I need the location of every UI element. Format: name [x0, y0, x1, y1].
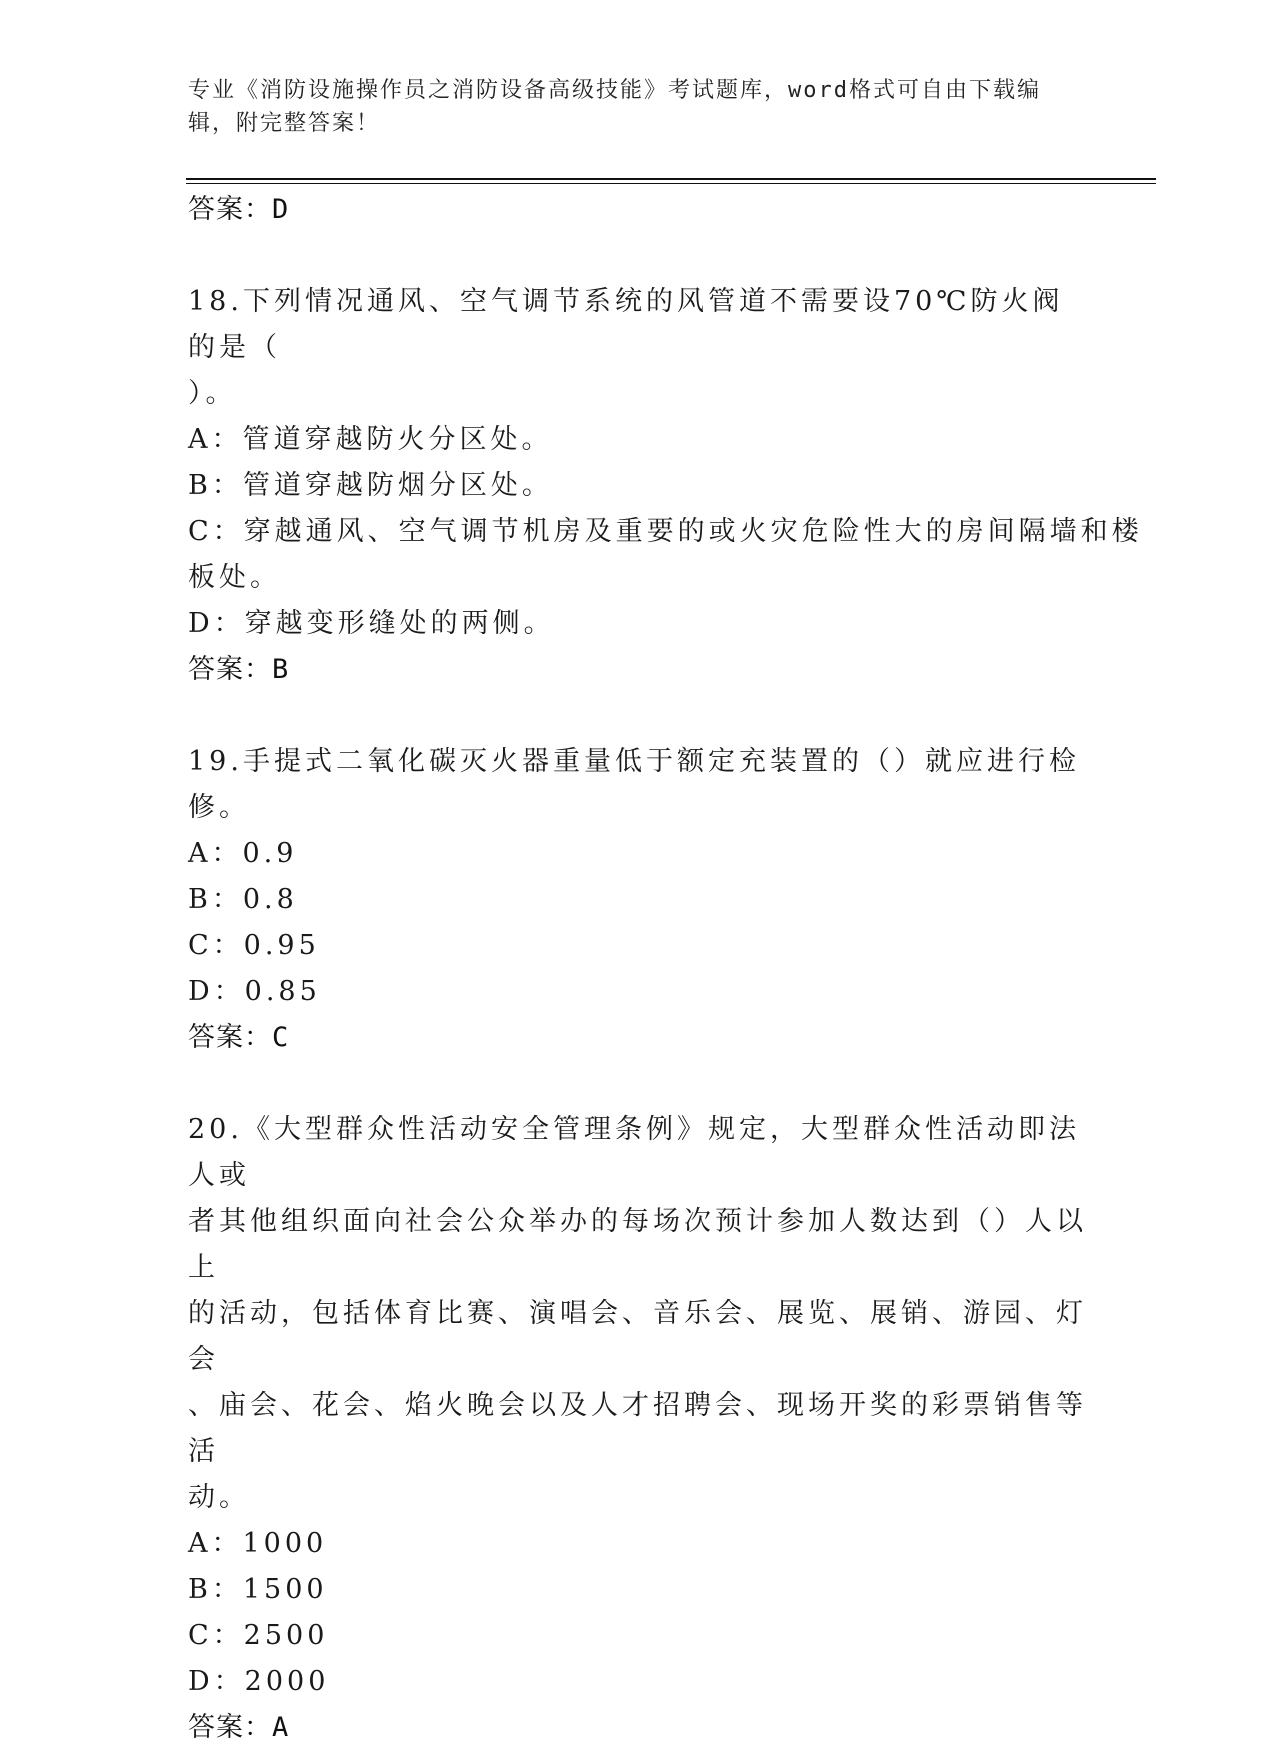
- option-d: [188, 969, 1088, 1015]
- question-20: [188, 1107, 1088, 1705]
- option-key: A：: [188, 1528, 243, 1559]
- option-a: [188, 417, 1088, 463]
- stem-line: 者其他组织面向社会公众举办的每场次预计参加人数达到（）人以上: [188, 1206, 1087, 1283]
- question-18: [188, 279, 1143, 647]
- option-key: D：: [188, 608, 245, 639]
- option-text: 1500: [242, 1574, 328, 1605]
- option-text: 穿越变形缝处的两侧。: [244, 608, 555, 639]
- spacer: [188, 1061, 1088, 1107]
- option-text: 2500: [243, 1620, 329, 1651]
- spacer: [188, 693, 1088, 739]
- stem-line: 动。: [188, 1482, 250, 1513]
- option-key: D：: [188, 976, 245, 1007]
- option-text: 0.95: [243, 930, 320, 961]
- header-divider-thick: [186, 178, 1156, 180]
- option-d: [188, 1659, 1088, 1705]
- header-line-1: 专业《消防设施操作员之消防设备高级技能》考试题库，word格式可自由下载编: [188, 78, 1041, 103]
- option-key: B：: [188, 1574, 243, 1605]
- option-key: C：: [188, 930, 244, 961]
- option-a: [188, 1521, 1088, 1567]
- option-c: [188, 923, 1088, 969]
- option-key: B：: [188, 884, 243, 915]
- option-key: C：: [188, 516, 244, 547]
- question-stem: [188, 1107, 1088, 1521]
- option-key: D：: [188, 1666, 245, 1697]
- option-text: 0.9: [242, 838, 298, 869]
- question-stem: [188, 279, 1088, 417]
- answer-line-20: 答案：A: [188, 1712, 290, 1743]
- option-text: 2000: [244, 1666, 330, 1697]
- answer-line-18: 答案：B: [188, 654, 290, 685]
- answer-line-19: 答案：C: [188, 1022, 290, 1053]
- question-19: [188, 739, 1088, 1015]
- stem-line: 20.《大型群众性活动安全管理条例》规定，大型群众性活动即法人或: [188, 1114, 1080, 1191]
- option-d: [188, 601, 1088, 647]
- option-key: C：: [188, 1620, 244, 1651]
- stem-line: 18.下列情况通风、空气调节系统的风管道不需要设70℃防火阀的是（: [188, 286, 1064, 363]
- option-text: 管道穿越防烟分区处。: [242, 470, 553, 501]
- document-header: [188, 74, 1088, 140]
- header-divider-thin: [186, 183, 1156, 184]
- stem-line: ）。: [188, 378, 237, 409]
- option-c-continued: [188, 555, 1088, 601]
- option-c: [188, 1613, 1088, 1659]
- spacer: [188, 233, 1088, 279]
- option-text: 1000: [242, 1528, 328, 1559]
- question-list: [188, 187, 1143, 1751]
- stem-line: 、庙会、花会、焰火晚会以及人才招聘会、现场开奖的彩票销售等活: [188, 1390, 1087, 1467]
- option-text: 板处。: [188, 562, 281, 593]
- option-text: 管道穿越防火分区处。: [242, 424, 553, 455]
- answer-line-17: 答案：D: [188, 194, 290, 225]
- option-text: 0.85: [244, 976, 321, 1007]
- option-key: A：: [188, 424, 243, 455]
- header-line-2: 辑，附完整答案！: [188, 111, 381, 136]
- option-b: [188, 877, 1088, 923]
- option-text: 0.8: [242, 884, 298, 915]
- option-key: B：: [188, 470, 243, 501]
- option-text: 穿越通风、空气调节机房及重要的或火灾危险性大的房间隔墙和楼: [243, 516, 1143, 547]
- option-a: [188, 831, 1088, 877]
- option-b: [188, 463, 1088, 509]
- option-b: [188, 1567, 1088, 1613]
- stem-line: 19.手提式二氧化碳灭火器重量低于额定充装置的（）就应进行检修。: [188, 746, 1080, 823]
- question-stem: [188, 739, 1088, 831]
- stem-line: 的活动，包括体育比赛、演唱会、音乐会、展览、展销、游园、灯会: [188, 1298, 1087, 1375]
- option-c: [188, 509, 1143, 555]
- option-key: A：: [188, 838, 243, 869]
